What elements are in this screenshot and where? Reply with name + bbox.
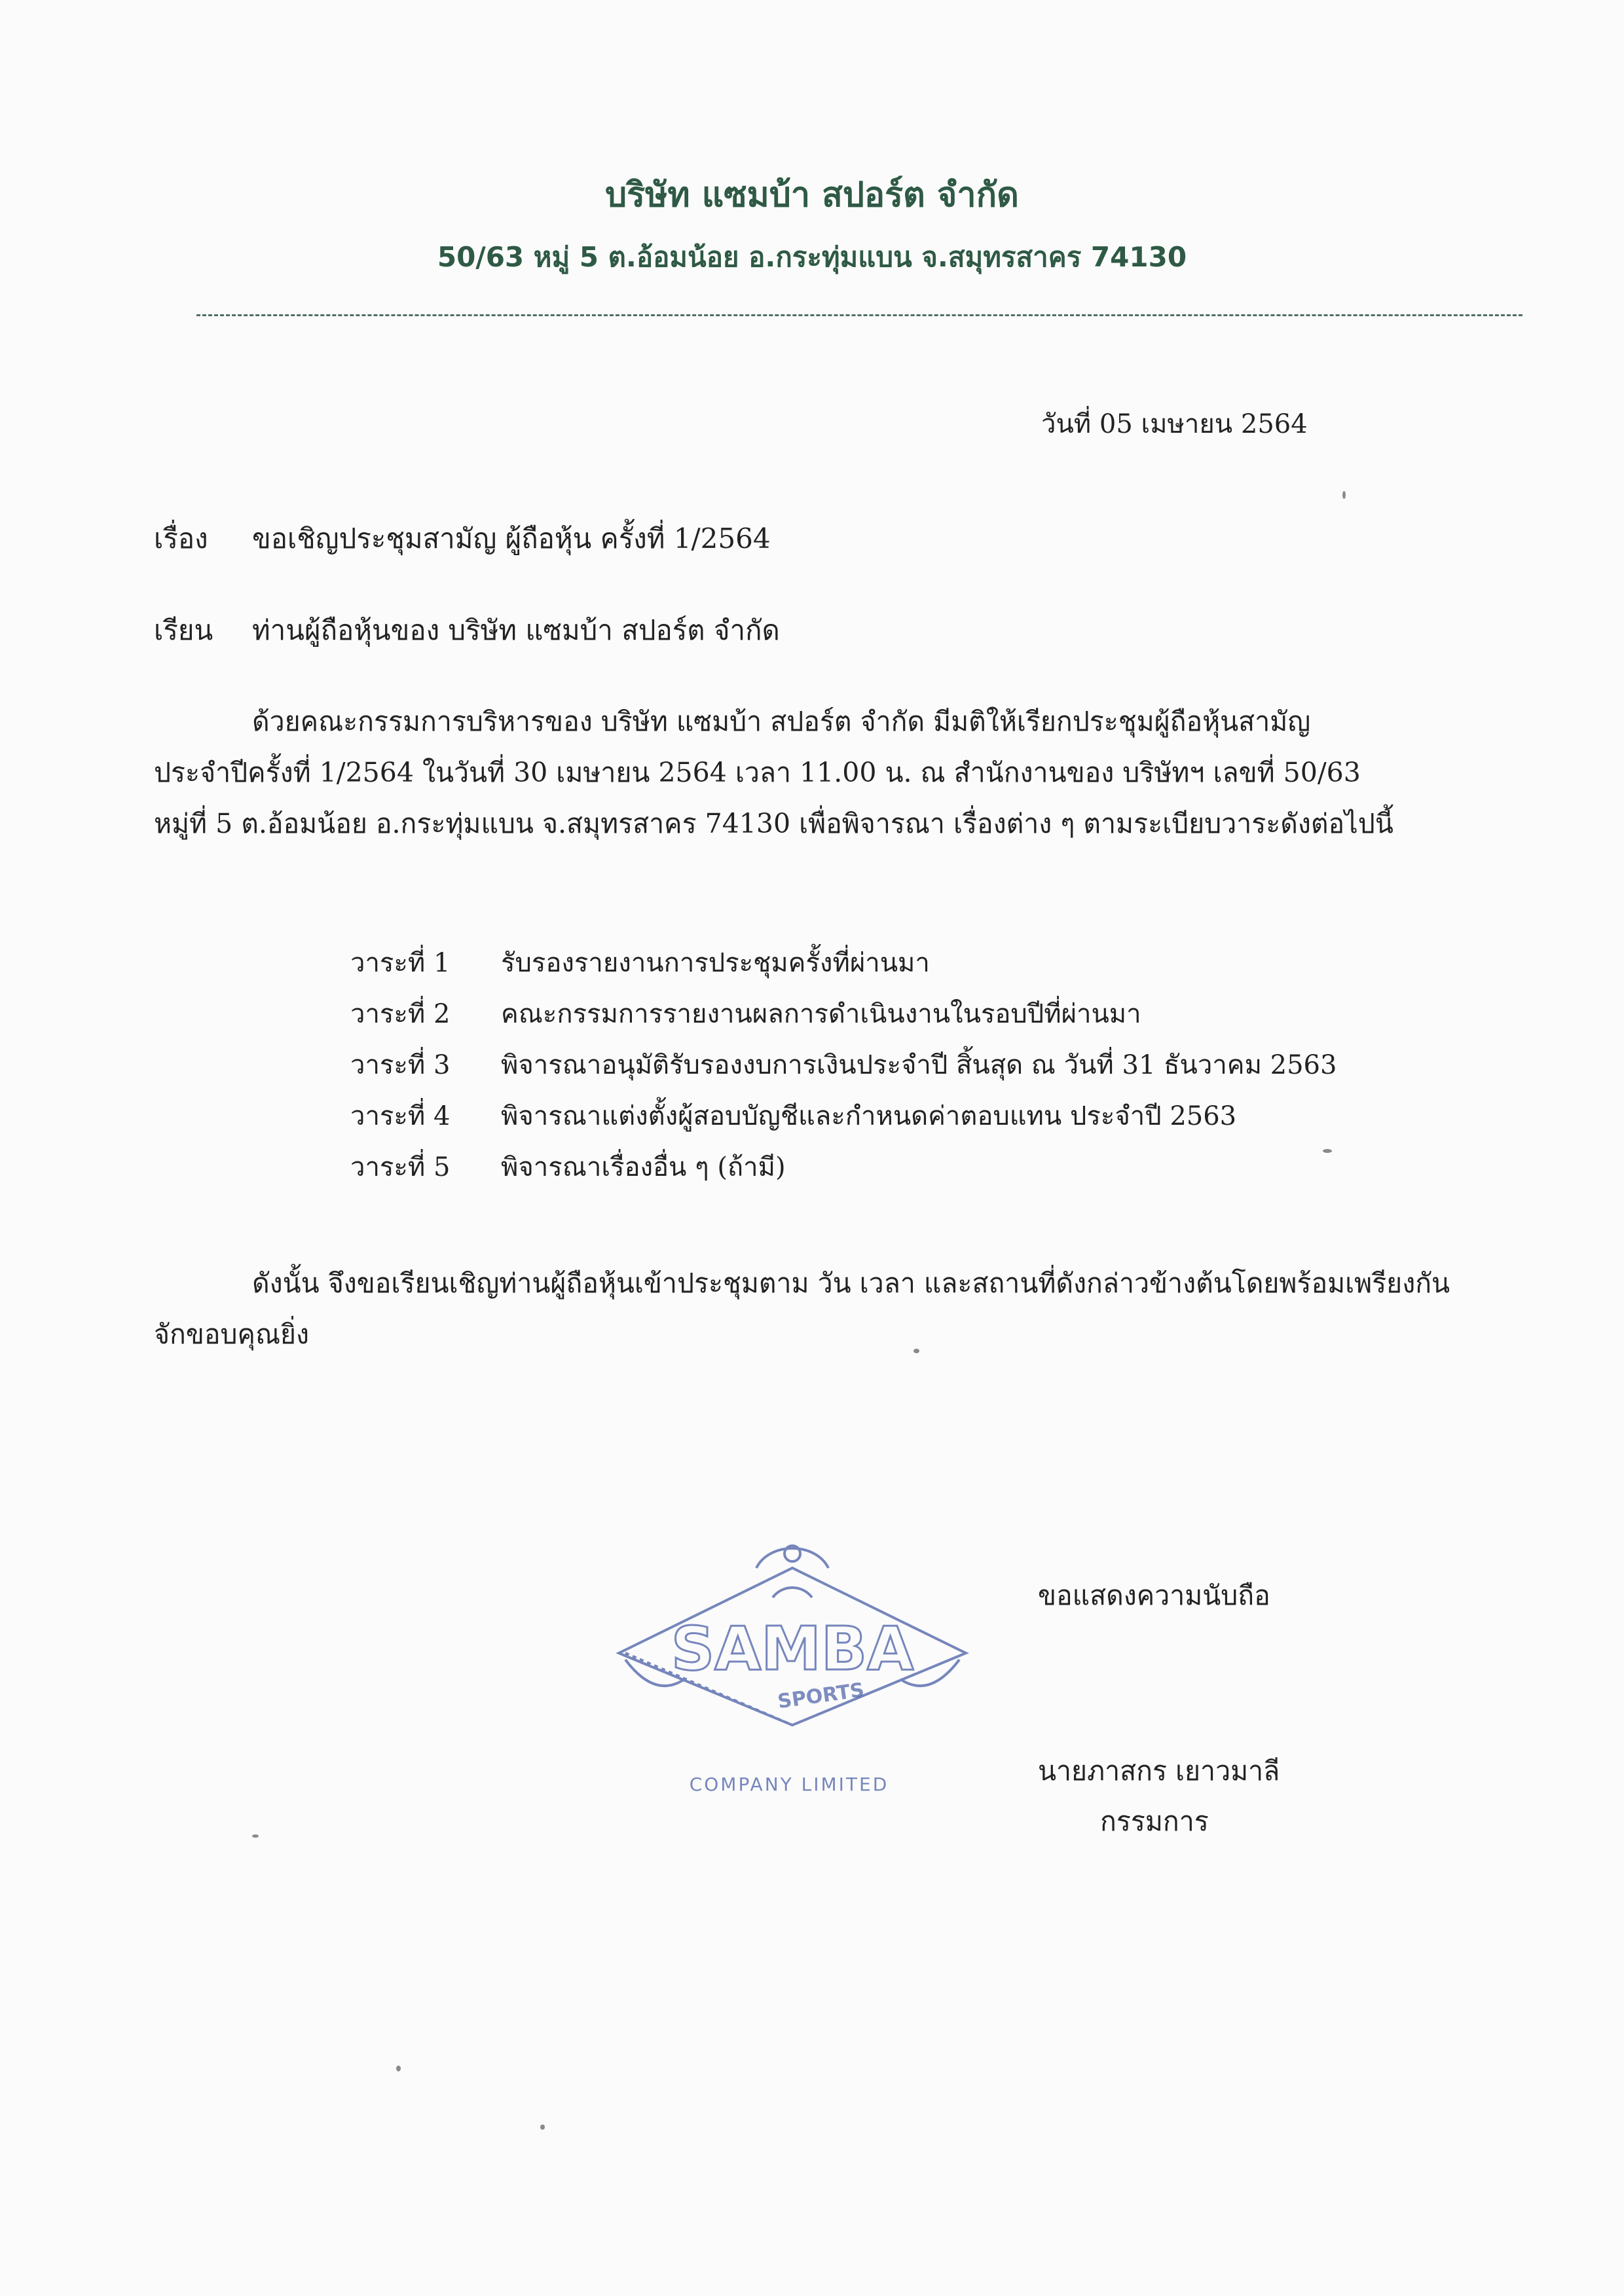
company-address: 50/63 หมู่ 5 ต.อ้อมน้อย อ.กระทุ่มแบน จ.สมุทรสาคร 74130	[437, 241, 1187, 273]
agenda-number: วาระที่ 5	[350, 1152, 451, 1182]
body-line-1: ด้วยคณะกรรมการบริหารของ บริษัท แซมบ้า สปอร์ต จำกัด มีมติให้เรียกประชุมผู้ถือหุ้นสามัญ	[252, 706, 1311, 737]
agenda-item-1: รับรองรายงานการประชุมครั้งที่ผ่านมา	[501, 948, 930, 978]
closing-regards: ขอแสดงความนับถือ	[1038, 1580, 1270, 1611]
scan-speck	[396, 2066, 401, 2071]
header-divider	[196, 314, 1522, 316]
scan-speck	[540, 2124, 545, 2130]
letter-date: วันที่ 05 เมษายน 2564	[1041, 409, 1308, 439]
stamp-brand: SAMBA	[671, 1614, 914, 1684]
agenda-number: วาระที่ 3	[350, 1050, 451, 1080]
agenda-item-5: พิจารณาเรื่องอื่น ๆ (ถ้ามี)	[501, 1152, 786, 1182]
conclusion-line-2: จักขอบคุณยิ่ง	[154, 1319, 310, 1350]
subject-text: ขอเชิญประชุมสามัญ ผู้ถือหุ้น ครั้งที่ 1/2564	[252, 522, 771, 555]
signer-name: นายภาสกร เยาวมาลี	[1038, 1755, 1280, 1787]
stamp-caption: COMPANY LIMITED	[689, 1774, 889, 1795]
subject-label: เรื่อง	[154, 522, 208, 555]
agenda-item-3: พิจารณาอนุมัติรับรองงบการเงินประจำปี สิ้นสุด ณ วันที่ 31 ธันวาคม 2563	[501, 1050, 1337, 1080]
scan-speck	[1342, 491, 1346, 499]
stamp-sub: SPORTS	[776, 1679, 866, 1714]
agenda-number: วาระที่ 2	[350, 999, 451, 1029]
agenda-item-4: พิจารณาแต่งตั้งผู้สอบบัญชีและกำหนดค่าตอบแทน ประจำปี 2563	[501, 1101, 1237, 1131]
scan-speck	[913, 1349, 919, 1353]
recipient-text: ท่านผู้ถือหุ้นของ บริษัท แซมบ้า สปอร์ต จำกัด	[252, 614, 780, 646]
company-name: บริษัท แซมบ้า สปอร์ต จำกัด	[605, 175, 1019, 215]
company-stamp	[606, 1529, 979, 1804]
agenda-number: วาระที่ 1	[350, 948, 451, 978]
scan-speck	[252, 1834, 259, 1838]
body-line-2: ประจำปีครั้งที่ 1/2564 ในวันที่ 30 เมษายน 2564 เวลา 11.00 น. ณ สำนักงานของ บริษัทฯ เลขที่ 50/63	[154, 757, 1361, 788]
body-line-3: หมู่ที่ 5 ต.อ้อมน้อย อ.กระทุ่มแบน จ.สมุทรสาคร 74130 เพื่อพิจารณา เรื่องต่าง ๆ ตามระเบียบวาระดังต่อไปนี้	[154, 808, 1393, 839]
agenda-number: วาระที่ 4	[350, 1101, 451, 1131]
signer-title: กรรมการ	[1100, 1806, 1209, 1837]
recipient-label: เรียน	[154, 614, 213, 646]
conclusion-line-1: ดังนั้น จึงขอเรียนเชิญท่านผู้ถือหุ้นเข้าประชุมตาม วัน เวลา และสถานที่ดังกล่าวข้างต้นโดยพร้อมเพรียงกัน	[252, 1267, 1450, 1299]
scan-speck	[1323, 1149, 1332, 1153]
agenda-item-2: คณะกรรมการรายงานผลการดำเนินงานในรอบปีที่ผ่านมา	[501, 999, 1141, 1029]
